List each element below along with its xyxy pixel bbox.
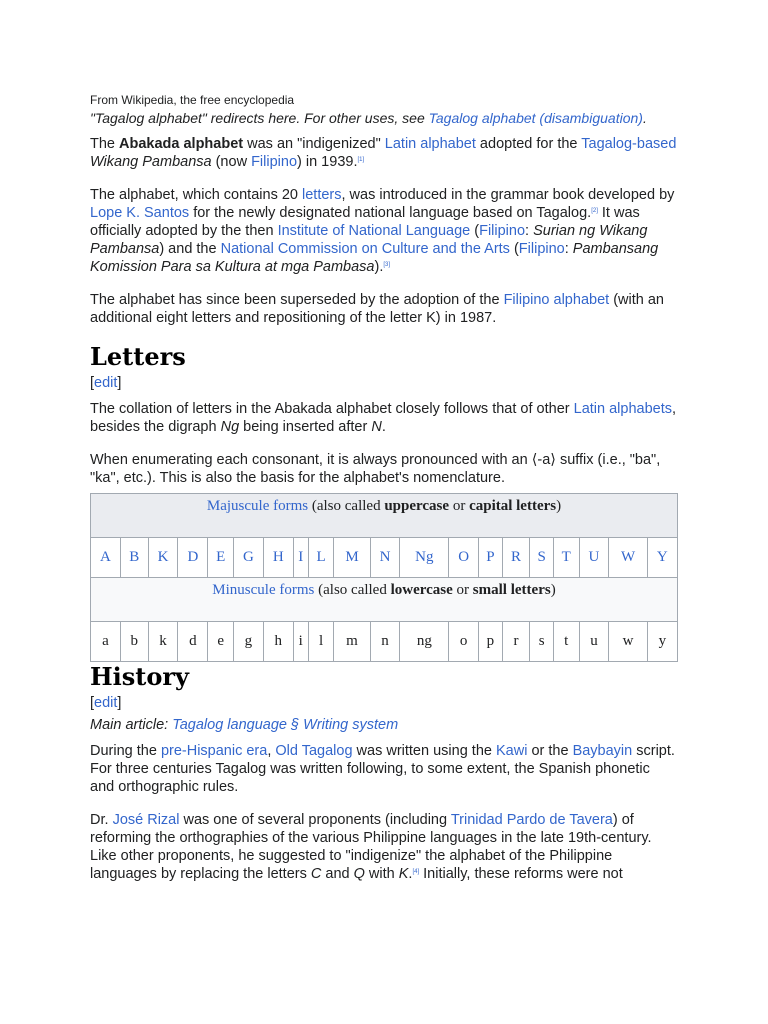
minuscule-letter: r	[502, 622, 530, 662]
majuscule-row	[91, 538, 678, 578]
link-filipino-alphabet[interactable]: Filipino alphabet	[503, 292, 610, 308]
majuscule-letter[interactable]: I	[293, 538, 308, 578]
minuscule-letter: a	[91, 622, 121, 662]
history-paragraph-1: During the pre-Hispanic era, Old Tagalog was written using the Kawi or the Baybayin script. For three centuries Tagalog was written following, to some extent, the Spanish phonetic and orthographic rules.	[90, 743, 675, 795]
link-filipino[interactable]: Filipino	[251, 154, 298, 170]
article-subject: Abakada alphabet	[119, 136, 244, 152]
majuscule-letter[interactable]: M	[334, 538, 370, 578]
section-heading-letters: Letters	[90, 342, 186, 371]
link-majuscule-forms[interactable]: Majuscule forms	[206, 498, 309, 514]
link-tagalog-based[interactable]: Tagalog-based	[581, 136, 677, 152]
minuscule-letter: m	[334, 622, 370, 662]
majuscule-letter[interactable]: K	[148, 538, 178, 578]
minuscule-letter: h	[263, 622, 293, 662]
minuscule-letter: t	[553, 622, 579, 662]
link-minuscule-forms[interactable]: Minuscule forms	[212, 582, 315, 598]
link-tagalog-writing-system[interactable]: Tagalog language § Writing system	[172, 717, 399, 733]
edit-link-letters[interactable]: edit	[94, 375, 118, 391]
minuscule-letter: d	[178, 622, 208, 662]
minuscule-letter: l	[308, 622, 334, 662]
majuscule-letter[interactable]: B	[120, 538, 148, 578]
majuscule-header: Majuscule forms (also called uppercase or capital letters)	[91, 494, 678, 538]
minuscule-row	[91, 622, 678, 662]
minuscule-letter: e	[208, 622, 234, 662]
majuscule-letter[interactable]: W	[609, 538, 647, 578]
majuscule-letter[interactable]: A	[91, 538, 121, 578]
edit-section-letters: [edit]	[90, 375, 122, 391]
history-paragraph-2: Dr. José Rizal was one of several proponents (including Trinidad Pardo de Tavera) of reforming the orthographies of the various Philippine languages in the late 19th-century. Like other proponents, he suggested to "indigenize" the alphabet of the Philippine languages by replacing the letters C and Q with K.[4] Initially, these reforms were not	[90, 812, 652, 882]
main-article-note: Main article: Tagalog language § Writing system	[90, 717, 399, 733]
link-latin-alphabet[interactable]: Latin alphabet	[384, 136, 476, 152]
majuscule-letter[interactable]: T	[553, 538, 579, 578]
reference-4[interactable]: [4]	[412, 869, 420, 875]
section-heading-history: History	[90, 662, 189, 691]
reference-2[interactable]: [2]	[591, 208, 598, 214]
minuscule-letter: ng	[400, 622, 449, 662]
majuscule-letter[interactable]: N	[370, 538, 400, 578]
majuscule-letter[interactable]: D	[178, 538, 208, 578]
hatnote	[90, 109, 678, 127]
majuscule-letter[interactable]: R	[502, 538, 530, 578]
intro-paragraph-3: The alphabet has since been superseded by the adoption of the Filipino alphabet (with an additional eight letters and repositioning of the letter K) in 1987.	[90, 292, 664, 326]
link-pre-hispanic-era[interactable]: pre-Hispanic era	[160, 743, 268, 759]
link-jose-rizal[interactable]: José Rizal	[112, 812, 180, 828]
intro-paragraph-1: The Abakada alphabet was an "indigenized" Latin alphabet adopted for the Tagalog-based Wikang Pambansa (now Filipino) in 1939.[1]	[90, 136, 677, 170]
reference-1[interactable]: [1]	[357, 157, 365, 163]
link-lope-k-santos[interactable]: Lope K. Santos	[90, 205, 190, 221]
link-ncca[interactable]: National Commission on Culture and the Arts	[220, 241, 510, 257]
site-tagline: From Wikipedia, the free encyclopedia	[90, 93, 295, 107]
minuscule-header: Minuscule forms (also called lowercase or small letters)	[91, 578, 678, 622]
edit-link-history[interactable]: edit	[94, 695, 118, 711]
minuscule-letter: y	[647, 622, 677, 662]
majuscule-letter[interactable]: H	[263, 538, 293, 578]
link-baybayin[interactable]: Baybayin	[572, 743, 633, 759]
hatnote-end: .	[642, 110, 647, 126]
majuscule-letter[interactable]: O	[449, 538, 479, 578]
article-body	[90, 92, 678, 898]
minuscule-letter: s	[530, 622, 554, 662]
minuscule-letter: b	[120, 622, 148, 662]
intro-paragraph-2: The alphabet, which contains 20 letters, was introduced in the grammar book developed by Lope K. Santos for the newly designated national language based on Tagalog.[2] It was officially adopted by the then Institute of National Language (Filipino: Surian ng Wikang Pambansa) and the National Commission on Culture and the Arts (Filipino: Pambansang Komission Para sa Kultura at mga Pambasa).[3]	[90, 187, 675, 275]
reference-3[interactable]: [3]	[383, 262, 391, 268]
majuscule-letter[interactable]: Ng	[400, 538, 449, 578]
hatnote-text: "Tagalog alphabet" redirects here. For other uses, see	[90, 110, 429, 126]
majuscule-letter[interactable]: U	[579, 538, 609, 578]
link-filipino-3[interactable]: Filipino	[518, 241, 565, 257]
hatnote-link[interactable]: Tagalog alphabet (disambiguation)	[428, 110, 643, 126]
link-institute-national-language[interactable]: Institute of National Language	[277, 223, 471, 239]
majuscule-letter[interactable]: P	[479, 538, 503, 578]
majuscule-letter[interactable]: G	[233, 538, 263, 578]
minuscule-letter: w	[609, 622, 647, 662]
edit-section-history: [edit]	[90, 695, 122, 711]
link-filipino-2[interactable]: Filipino	[479, 223, 526, 239]
link-old-tagalog[interactable]: Old Tagalog	[275, 743, 353, 759]
minuscule-letter: i	[293, 622, 308, 662]
majuscule-letter[interactable]: S	[530, 538, 554, 578]
link-trinidad-pardo-de-tavera[interactable]: Trinidad Pardo de Tavera	[450, 812, 613, 828]
link-letters[interactable]: letters	[302, 187, 342, 203]
link-latin-alphabets[interactable]: Latin alphabets	[573, 401, 672, 417]
letters-paragraph-1: The collation of letters in the Abakada alphabet closely follows that of other Latin alphabets, besides the digraph Ng being inserted after N.	[90, 401, 677, 435]
minuscule-letter: k	[148, 622, 178, 662]
minuscule-letter: n	[370, 622, 400, 662]
minuscule-letter: p	[479, 622, 503, 662]
majuscule-letter[interactable]: L	[308, 538, 334, 578]
alphabet-table	[90, 493, 678, 662]
link-kawi[interactable]: Kawi	[495, 743, 528, 759]
letters-paragraph-2: When enumerating each consonant, it is always pronounced with an ⟨-a⟩ suffix (i.e., "ba", "ka", etc.). This is also the basis for the alphabet's nomenclature.	[90, 452, 661, 486]
majuscule-letter[interactable]: E	[208, 538, 234, 578]
minuscule-letter: o	[449, 622, 479, 662]
minuscule-letter: u	[579, 622, 609, 662]
minuscule-letter: g	[233, 622, 263, 662]
majuscule-letter[interactable]: Y	[647, 538, 677, 578]
